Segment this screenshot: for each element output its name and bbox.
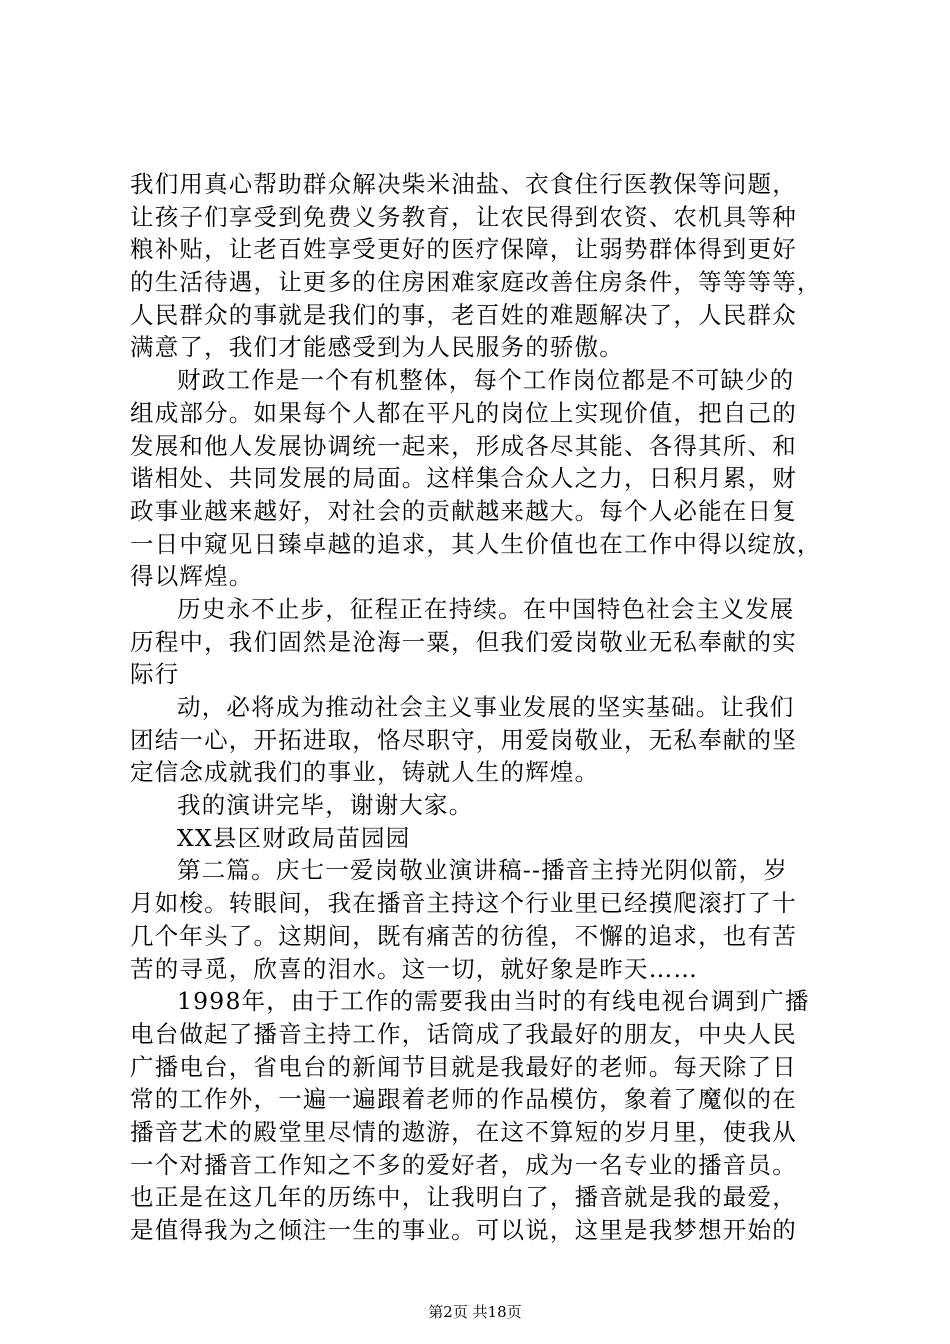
- text-line: 我的演讲完毕，谢谢大家。: [177, 791, 474, 820]
- text-line: 得以辉煌。: [130, 562, 254, 591]
- text-line: 财政工作是一个有机整体，每个工作岗位都是不可缺少的: [177, 366, 795, 395]
- text-line: 满意了，我们才能感受到为人民服务的骄傲。: [130, 333, 624, 362]
- text-line: 第二篇。庆七一爱岗敬业演讲稿--播音主持光阴似箭，岁: [177, 856, 789, 885]
- text-line: 组成部分。如果每个人都在平凡的岗位上实现价值，把自己的: [130, 398, 797, 427]
- text-line: 一日中窥见日臻卓越的追求，其人生价值也在工作中得以绽放，: [130, 529, 822, 558]
- text-line: 1998年，由于工作的需要我由当时的有线电视台调到广播: [177, 987, 810, 1016]
- text-line: 际行: [130, 660, 180, 689]
- document-body: [130, 168, 835, 1247]
- text-line: 一个对播音工作知之不多的爱好者，成为一名专业的播音员。: [130, 1150, 797, 1179]
- text-line: 团结一心，开拓进取，恪尽职守，用爱岗敬业，无私奉献的坚: [130, 725, 797, 754]
- text-line: 也正是在这几年的历练中，让我明白了，播音就是我的最爱，: [130, 1183, 797, 1212]
- text-line: 定信念成就我们的事业，铸就人生的辉煌。: [130, 758, 600, 787]
- text-line: 谐相处、共同发展的局面。这样集合众人之力，日积月累，财: [130, 464, 797, 493]
- text-line: 常的工作外，一遍一遍跟着老师的作品模仿，象着了魔似的在: [130, 1085, 797, 1114]
- text-line: 让孩子们享受到免费义务教育，让农民得到农资、农机具等种: [130, 202, 797, 231]
- page-footer: 第2页 共18页: [428, 1303, 522, 1321]
- text-line: XX县区财政局苗园园: [177, 823, 411, 852]
- text-line: 月如梭。转眼间，我在播音主持这个行业里已经摸爬滚打了十: [130, 889, 797, 918]
- text-line: 广播电台，省电台的新闻节目就是我最好的老师。每天除了日: [130, 1052, 797, 1081]
- text-line: 电台做起了播音主持工作，话筒成了我最好的朋友，中央人民: [130, 1019, 797, 1048]
- text-line: 历程中，我们固然是沧海一粟，但我们爱岗敬业无私奉献的实: [130, 627, 797, 656]
- text-line: 历史永不止步，征程正在持续。在中国特色社会主义发展: [177, 594, 795, 623]
- text-line: 粮补贴，让老百姓享受更好的医疗保障，让弱势群体得到更好: [130, 235, 797, 264]
- text-line: 动，必将成为推动社会主义事业发展的坚实基础。让我们: [177, 693, 795, 721]
- text-line: 人民群众的事就是我们的事，老百姓的难题解决了，人民群众: [130, 300, 797, 329]
- text-line: 的生活待遇，让更多的住房困难家庭改善住房条件，等等等等，: [130, 268, 822, 297]
- text-line: 是值得我为之倾注一生的事业。可以说，这里是我梦想开始的: [130, 1216, 797, 1244]
- text-line: 发展和他人发展协调统一起来，形成各尽其能、各得其所、和: [130, 431, 797, 460]
- text-line: 苦的寻觅，欣喜的泪水。这一切，就好象是昨天……: [130, 954, 699, 983]
- text-line: 播音艺术的殿堂里尽情的遨游，在这不算短的岁月里，使我从: [130, 1117, 797, 1146]
- text-line: 几个年头了。这期间，既有痛苦的彷徨，不懈的追求，也有苦: [130, 921, 797, 950]
- text-line: 我们用真心帮助群众解决柴米油盐、衣食住行医教保等问题，: [130, 170, 797, 198]
- text-line: 政事业越来越好，对社会的贡献越来越大。每个人必能在日复: [130, 496, 797, 525]
